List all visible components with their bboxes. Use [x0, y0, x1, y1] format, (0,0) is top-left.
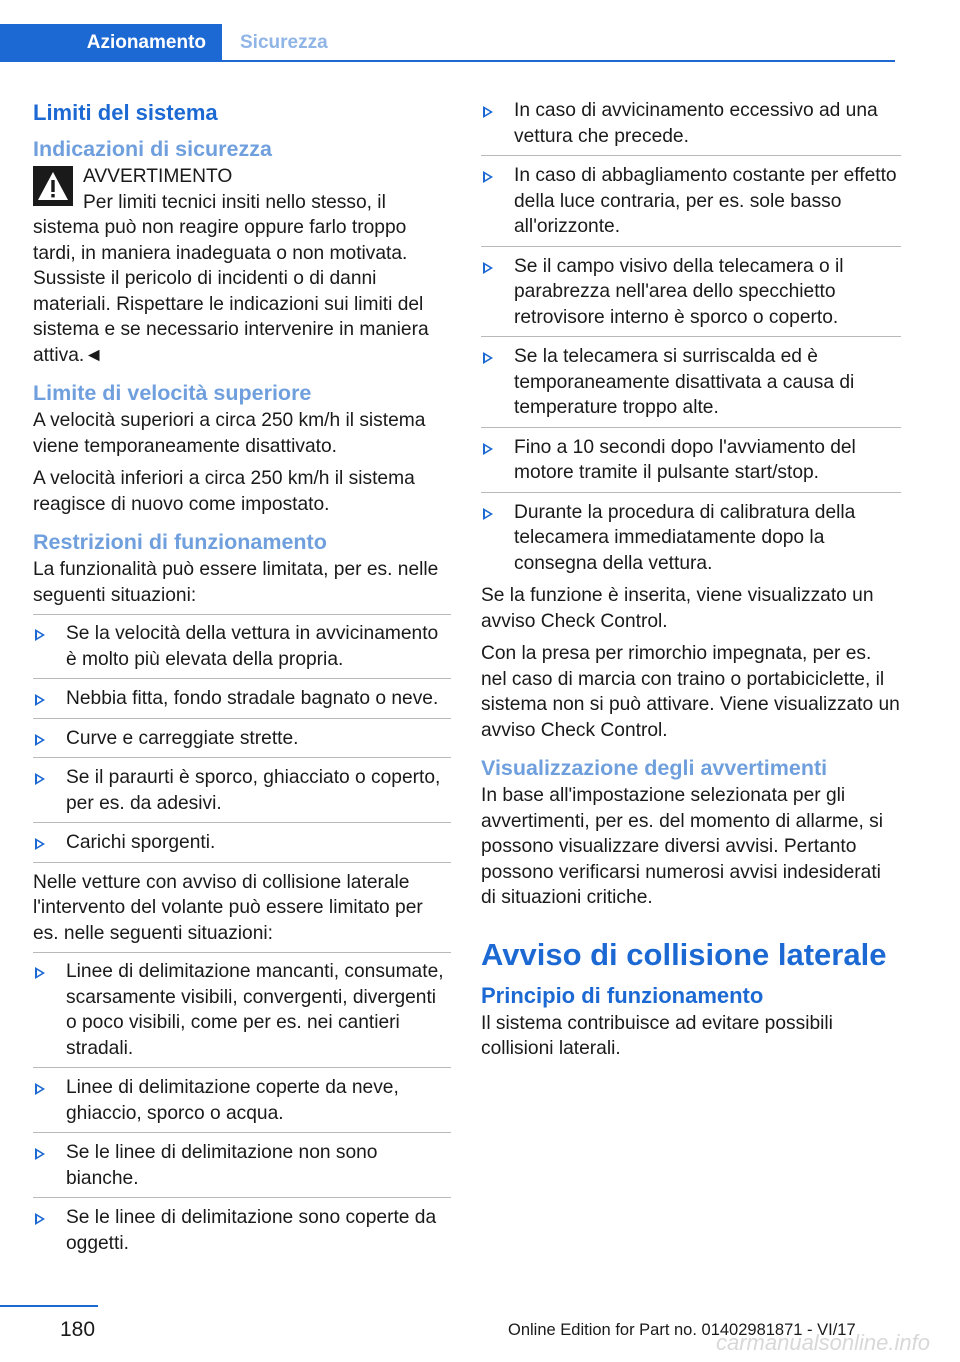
triangle-bullet-icon — [483, 171, 493, 183]
triangle-bullet-icon — [483, 443, 493, 455]
list-item: In caso di avvicinamento eccessivo ad una vettura che precede. — [481, 98, 901, 156]
heading-indicazioni: Indicazioni di sicurezza — [33, 137, 272, 161]
triangle-bullet-icon — [35, 838, 45, 850]
triangle-bullet-icon — [35, 1083, 45, 1095]
triangle-bullet-icon — [483, 262, 493, 274]
list-limitazioni-telecamera — [481, 98, 901, 576]
list-item: Se la velocità della vettura in avvicinamento è molto più elevata della propria. — [33, 621, 451, 679]
paragraph-volante: Nelle vetture con avviso di collisione laterale l'intervento del volante può essere limitato per es. nelle seguenti situazioni: — [33, 870, 451, 954]
list-item: Se il paraurti è sporco, ghiacciato o coperto, per es. da adesivi. — [33, 765, 451, 823]
tab-sicurezza[interactable]: Sicurezza — [240, 32, 328, 53]
list-item: Carichi sporgenti. — [33, 830, 451, 863]
list-item: Se le linee di delimitazione sono coperte da oggetti. — [33, 1205, 451, 1256]
list-volante — [33, 959, 451, 1256]
list-item: Curve e carreggiate strette. — [33, 726, 451, 759]
heading-principio: Principio di funzionamento — [481, 982, 764, 1008]
paragraph-restrizioni: La funzionalità può essere limitata, per es. nelle seguenti situazioni: — [33, 557, 451, 615]
triangle-bullet-icon — [483, 352, 493, 364]
paragraph-principio: Il sistema contribuisce ad evitare possibili collisioni laterali. — [481, 1012, 833, 1059]
warning-text: Per limiti tecnici insiti nello stesso, il sistema può non reagire oppure farlo troppo tardi, in maniera inadeguata o non motivata. Sussiste il pericolo di incidenti o di danni materiali. Rispettare le indicazioni sui limiti del sistema e se necessario intervenire in maniera attiva.◄ — [33, 191, 429, 366]
list-item: Se il campo visivo della telecamera o il parabrezza nell'area dello specchietto retrovisore interno è sporco o coperto. — [481, 254, 901, 338]
list-item: Linee di delimitazione coperte da neve, ghiaccio, sporco o acqua. — [33, 1075, 451, 1133]
triangle-bullet-icon — [35, 773, 45, 785]
section-tabbar — [0, 24, 895, 62]
footer-divider — [0, 1305, 98, 1307]
watermark: carmanualsonline.info — [715, 1330, 930, 1355]
paragraph-visualizzazione: In base all'impostazione selezionata per gli avvertimenti, per es. del momento di allarme, si possono visualizzare diversi avvisi. Pertanto possono verificarsi numerosi avvisi indesiderati di situazioni critiche. — [481, 785, 884, 908]
triangle-bullet-icon — [35, 967, 45, 979]
right-column — [481, 98, 901, 1069]
paragraph-velocita-2: A velocità inferiori a circa 250 km/h il sistema reagisce di nuovo come impostato. — [33, 468, 415, 515]
warning-block — [33, 164, 451, 368]
heading-visualizzazione: Visualizzazione degli avvertimenti — [481, 756, 828, 780]
triangle-bullet-icon — [35, 1148, 45, 1160]
triangle-bullet-icon — [483, 106, 493, 118]
list-item: Se le linee di delimitazione non sono bianche. — [33, 1140, 451, 1198]
list-item: Fino a 10 secondi dopo l'avviamento del motore tramite il pulsante start/stop. — [481, 435, 901, 493]
list-item: Nebbia fitta, fondo stradale bagnato o neve. — [33, 686, 451, 719]
paragraph-velocita-1: A velocità superiori a circa 250 km/h il sistema viene temporaneamente disattivato. — [33, 410, 426, 457]
paragraph-check-control-2: Con la presa per rimorchio impegnata, per es. nel caso di marcia con traino o portabiciclette, il sistema non si può attivare. Viene visualizzato un avviso Check Control. — [481, 643, 900, 741]
tabbar-divider — [0, 60, 895, 62]
heading-velocita: Limite di velocità superiore — [33, 381, 312, 405]
heading-avviso-collisione: Avviso di collisione laterale — [481, 936, 887, 972]
triangle-bullet-icon — [483, 508, 493, 520]
warning-triangle-icon — [33, 166, 73, 206]
list-item: Durante la procedura di calibratura della telecamera immediatamente dopo la consegna della vettura. — [481, 500, 901, 577]
list-item: In caso di abbagliamento costante per effetto della luce contraria, per es. sole basso all'orizzonte. — [481, 163, 901, 247]
triangle-bullet-icon — [35, 1213, 45, 1225]
list-item: Se la telecamera si surriscalda ed è temporaneamente disattivata a causa di temperature troppo alte. — [481, 344, 901, 428]
heading-limiti: Limiti del sistema — [33, 100, 218, 125]
page-number: 180 — [60, 1318, 96, 1341]
edition-note: Online Edition for Part no. 01402981871 - VI/17 — [508, 1321, 856, 1339]
tab-azionamento[interactable]: Azionamento — [0, 24, 222, 62]
warning-title: AVVERTIMENTO — [83, 166, 233, 187]
list-item: Linee di delimitazione mancanti, consumate, scarsamente visibili, convergenti, divergenti o poco visibili, come per es. nei cantieri stradali. — [33, 959, 451, 1068]
left-column — [33, 98, 451, 1263]
paragraph-check-control-1: Se la funzione è inserita, viene visualizzato un avviso Check Control. — [481, 585, 874, 632]
triangle-bullet-icon — [35, 734, 45, 746]
heading-restrizioni: Restrizioni di funzionamento — [33, 530, 327, 554]
triangle-bullet-icon — [35, 694, 45, 706]
triangle-bullet-icon — [35, 629, 45, 641]
list-restrizioni — [33, 621, 451, 863]
